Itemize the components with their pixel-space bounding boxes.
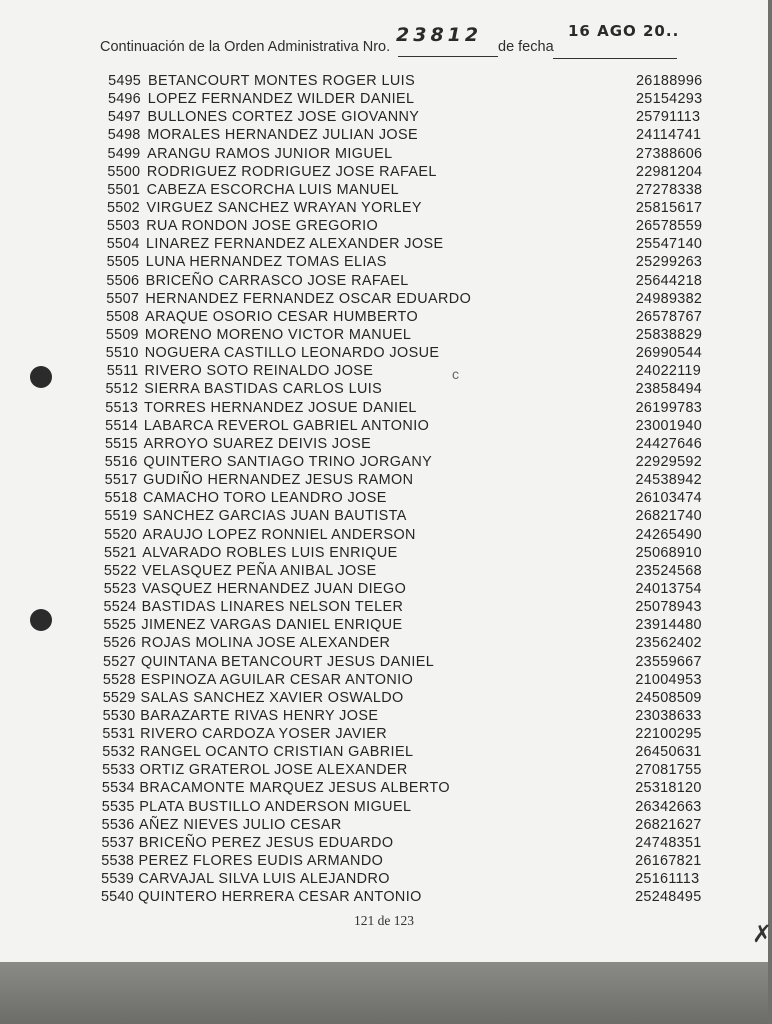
id-number: 25161113 [635, 871, 700, 888]
list-item [0, 309, 768, 327]
entry-number: 5526 [103, 635, 137, 652]
corner-pen-mark: ✗ [752, 921, 772, 948]
list-item [0, 254, 768, 272]
list-item [0, 744, 768, 762]
entry-number: 5519 [104, 508, 138, 525]
person-name: AÑEZ NIEVES JULIO CESAR [138, 816, 342, 833]
person-name: MORENO MORENO VICTOR MANUEL [144, 326, 412, 343]
person-name: LOPEZ FERNANDEZ WILDER DANIEL [147, 91, 415, 108]
person-name: BETANCOURT MONTES ROGER LUIS [148, 73, 416, 89]
person-name: NOGUERA CASTILLO LEONARDO JOSUE [144, 345, 440, 362]
list-item [0, 780, 768, 798]
person-name: RANGEL OCANTO CRISTIAN GABRIEL [139, 744, 414, 761]
list-item [0, 508, 768, 526]
id-number: 26188996 [636, 73, 703, 89]
id-number: 21004953 [635, 671, 702, 688]
entry-number: 5516 [104, 453, 138, 470]
entry-number: 5497 [107, 109, 141, 126]
entry-number: 5525 [103, 617, 137, 634]
entry-number: 5517 [104, 472, 138, 489]
list-item [0, 291, 768, 309]
id-number: 25318120 [635, 780, 702, 797]
id-number: 24265490 [635, 526, 702, 543]
list-item [0, 545, 768, 563]
person-name: RODRIGUEZ RODRIGUEZ JOSE RAFAEL [146, 163, 437, 180]
person-name: LABARCA REVEROL GABRIEL ANTONIO [143, 417, 430, 434]
person-name: ALVARADO ROBLES LUIS ENRIQUE [142, 544, 398, 561]
list-item [0, 381, 768, 399]
person-name: TORRES HERNANDEZ JOSUE DANIEL [144, 399, 417, 416]
id-number: 25838829 [635, 326, 703, 343]
id-number: 23562402 [635, 635, 702, 652]
header-label: Continuación de la Orden Administrativa Nro. [100, 39, 391, 55]
id-number: 26199783 [635, 399, 703, 416]
entry-number: 5530 [102, 707, 136, 724]
id-number: 25078943 [635, 599, 702, 616]
date-underline [553, 58, 677, 59]
stray-pen-mark: ᴄ [452, 366, 459, 382]
list-item [0, 164, 768, 182]
entry-number: 5511 [106, 363, 139, 380]
id-number: 26167821 [635, 853, 702, 870]
person-name: RIVERO SOTO REINALDO JOSE [144, 363, 374, 380]
entry-number: 5534 [101, 780, 135, 797]
list-item [0, 563, 768, 581]
id-number: 26342663 [635, 798, 702, 815]
list-item [0, 146, 768, 164]
entry-number: 5509 [105, 326, 139, 343]
entry-number: 5527 [103, 653, 136, 670]
id-number: 26578767 [635, 308, 703, 325]
person-name: LINAREZ FERNANDEZ ALEXANDER JOSE [146, 236, 444, 253]
entry-number: 5508 [106, 308, 139, 325]
entry-number: 5539 [101, 871, 134, 888]
entry-number: 5515 [104, 435, 138, 452]
id-number: 24427646 [635, 435, 703, 452]
person-name: VIRGUEZ SANCHEZ WRAYAN YORLEY [146, 199, 422, 216]
entry-number: 5503 [106, 218, 140, 235]
list-item [0, 418, 768, 436]
list-item [0, 853, 768, 871]
person-name: ESPINOZA AGUILAR CESAR ANTONIO [140, 671, 414, 688]
person-name: QUINTERO SANTIAGO TRINO JORGANY [143, 453, 433, 470]
entry-number: 5502 [107, 199, 140, 216]
list-item [0, 617, 768, 635]
person-name: RIVERO CARDOZA YOSER JAVIER [140, 726, 388, 743]
entry-number: 5504 [106, 236, 140, 253]
id-number: 26990544 [635, 345, 703, 362]
page-number: 121 de 123 [354, 913, 414, 928]
id-number: 24022119 [635, 363, 702, 380]
id-number: 25644218 [635, 272, 703, 289]
person-name: ROJAS MOLINA JOSE ALEXANDER [141, 635, 391, 652]
list-item [0, 400, 768, 418]
list-item [0, 200, 768, 218]
list-item [0, 871, 768, 889]
entry-number: 5537 [101, 834, 135, 851]
id-number: 22929592 [635, 453, 703, 470]
person-name: SALAS SANCHEZ XAVIER OSWALDO [140, 689, 404, 706]
list-item [0, 672, 768, 690]
entry-number: 5521 [104, 544, 137, 561]
person-name: BRICEÑO PEREZ JESUS EDUARDO [138, 834, 394, 851]
order-number: 23812 [396, 24, 483, 46]
scanner-background [0, 962, 768, 1024]
person-name: BASTIDAS LINARES NELSON TELER [141, 599, 404, 616]
entry-number: 5538 [101, 853, 135, 870]
id-number: 27278338 [635, 181, 703, 198]
entry-number: 5518 [104, 490, 138, 507]
list-item [0, 73, 768, 91]
id-number: 24538942 [635, 472, 702, 489]
punch-hole-top [30, 366, 52, 388]
personnel-list [0, 73, 768, 907]
id-number: 24508509 [635, 689, 702, 706]
person-name: BRICEÑO CARRASCO JOSE RAFAEL [145, 272, 409, 289]
entry-number: 5540 [100, 889, 134, 906]
id-number: 25154293 [635, 91, 703, 108]
entry-number: 5533 [102, 762, 135, 779]
person-name: ARAQUE OSORIO CESAR HUMBERTO [145, 308, 419, 325]
list-item [0, 635, 768, 653]
id-number: 25068910 [635, 544, 702, 561]
list-item [0, 762, 768, 780]
entry-number: 5532 [102, 744, 136, 761]
list-item [0, 527, 768, 545]
id-number: 26821627 [635, 816, 702, 833]
entry-number: 5498 [107, 127, 141, 144]
id-number: 26821740 [635, 508, 702, 525]
id-number: 26578559 [635, 218, 703, 235]
person-name: HERNANDEZ FERNANDEZ OSCAR EDUARDO [145, 290, 472, 307]
person-name: CARVAJAL SILVA LUIS ALEJANDRO [138, 871, 390, 888]
list-item [0, 218, 768, 236]
order-number-underline [398, 56, 498, 57]
entry-number: 5535 [101, 798, 135, 815]
document-header [100, 22, 700, 66]
person-name: SIERRA BASTIDAS CARLOS LUIS [144, 381, 383, 398]
person-name: ARAUJO LOPEZ RONNIEL ANDERSON [142, 526, 416, 543]
entry-number: 5514 [105, 417, 138, 434]
entry-number: 5507 [106, 290, 140, 307]
id-number: 24013754 [635, 580, 702, 597]
person-name: SANCHEZ GARCIAS JUAN BAUTISTA [142, 508, 407, 525]
id-number: 24989382 [635, 290, 703, 307]
entry-number: 5528 [102, 671, 136, 688]
id-number: 27388606 [635, 145, 703, 162]
id-number: 26103474 [635, 490, 702, 507]
id-number: 25299263 [635, 254, 703, 271]
id-number: 25547140 [635, 236, 703, 253]
header-date-label: de fecha [498, 39, 554, 55]
person-name: MORALES HERNANDEZ JULIAN JOSE [147, 127, 419, 144]
entry-number: 5505 [106, 254, 140, 271]
entry-number: 5496 [108, 91, 141, 108]
date-stamp: 16 AGO 20.. [568, 22, 680, 40]
id-number: 23038633 [635, 707, 702, 724]
person-name: PLATA BUSTILLO ANDERSON MIGUEL [139, 798, 412, 815]
person-name: QUINTERO HERRERA CESAR ANTONIO [138, 889, 422, 906]
id-number: 26450631 [635, 744, 702, 761]
list-item [0, 273, 768, 291]
person-name: VASQUEZ HERNANDEZ JUAN DIEGO [141, 580, 407, 597]
person-name: QUINTANA BETANCOURT JESUS DANIEL [140, 653, 435, 670]
person-name: ORTIZ GRATEROL JOSE ALEXANDER [139, 762, 408, 779]
person-name: BRACAMONTE MARQUEZ JESUS ALBERTO [139, 780, 450, 797]
list-item [0, 472, 768, 490]
person-name: ARANGU RAMOS JUNIOR MIGUEL [147, 145, 393, 162]
list-item [0, 490, 768, 508]
id-number: 24114741 [635, 127, 702, 144]
person-name: JIMENEZ VARGAS DANIEL ENRIQUE [141, 617, 403, 634]
list-item [0, 363, 768, 381]
entry-number: 5524 [103, 599, 137, 616]
entry-number: 5501 [107, 181, 141, 198]
entry-number: 5522 [103, 562, 137, 579]
entry-number: 5495 [108, 73, 141, 89]
list-item [0, 454, 768, 472]
id-number: 27081755 [635, 762, 702, 779]
list-item [0, 799, 768, 817]
person-name: PEREZ FLORES EUDIS ARMANDO [138, 853, 384, 870]
entry-number: 5506 [106, 272, 140, 289]
person-name: LUNA HERNANDEZ TOMAS ELIAS [145, 254, 387, 271]
entry-number: 5512 [105, 381, 139, 398]
list-item [0, 327, 768, 345]
list-item [0, 817, 768, 835]
list-item [0, 127, 768, 145]
id-number: 22100295 [635, 726, 702, 743]
id-number: 25248495 [635, 889, 702, 906]
person-name: BARAZARTE RIVAS HENRY JOSE [140, 707, 379, 724]
entry-number: 5531 [102, 726, 136, 743]
id-number: 23559667 [635, 653, 702, 670]
list-item [0, 345, 768, 363]
list-item [0, 182, 768, 200]
list-item [0, 91, 768, 109]
list-item [0, 581, 768, 599]
list-item [0, 690, 768, 708]
person-name: CABEZA ESCORCHA LUIS MANUEL [146, 181, 399, 198]
entry-number: 5499 [107, 145, 141, 162]
list-item [0, 835, 768, 853]
list-item [0, 436, 768, 454]
list-item [0, 889, 768, 907]
list-item [0, 599, 768, 617]
person-name: VELASQUEZ PEÑA ANIBAL JOSE [142, 562, 377, 579]
person-name: CAMACHO TORO LEANDRO JOSE [142, 490, 387, 507]
id-number: 24748351 [635, 834, 702, 851]
person-name: RUA RONDON JOSE GREGORIO [146, 218, 379, 235]
list-item [0, 236, 768, 254]
id-number: 23858494 [635, 381, 703, 398]
punch-hole-bottom [30, 609, 52, 631]
id-number: 23914480 [635, 617, 702, 634]
entry-number: 5520 [104, 526, 137, 543]
id-number: 25791113 [635, 109, 701, 126]
entry-number: 5510 [105, 345, 139, 362]
entry-number: 5513 [105, 399, 139, 416]
entry-number: 5529 [102, 689, 136, 706]
id-number: 25815617 [635, 199, 703, 216]
person-name: ARROYO SUAREZ DEIVIS JOSE [143, 435, 372, 452]
id-number: 23001940 [635, 417, 703, 434]
list-item [0, 708, 768, 726]
entry-number: 5523 [103, 580, 137, 597]
entry-number: 5500 [107, 163, 141, 180]
list-item [0, 109, 768, 127]
person-name: GUDIÑO HERNANDEZ JESUS RAMON [143, 472, 414, 489]
list-item [0, 726, 768, 744]
list-item [0, 654, 768, 672]
person-name: BULLONES CORTEZ JOSE GIOVANNY [147, 109, 420, 126]
entry-number: 5536 [101, 816, 135, 833]
id-number: 23524568 [635, 562, 702, 579]
id-number: 22981204 [635, 163, 703, 180]
